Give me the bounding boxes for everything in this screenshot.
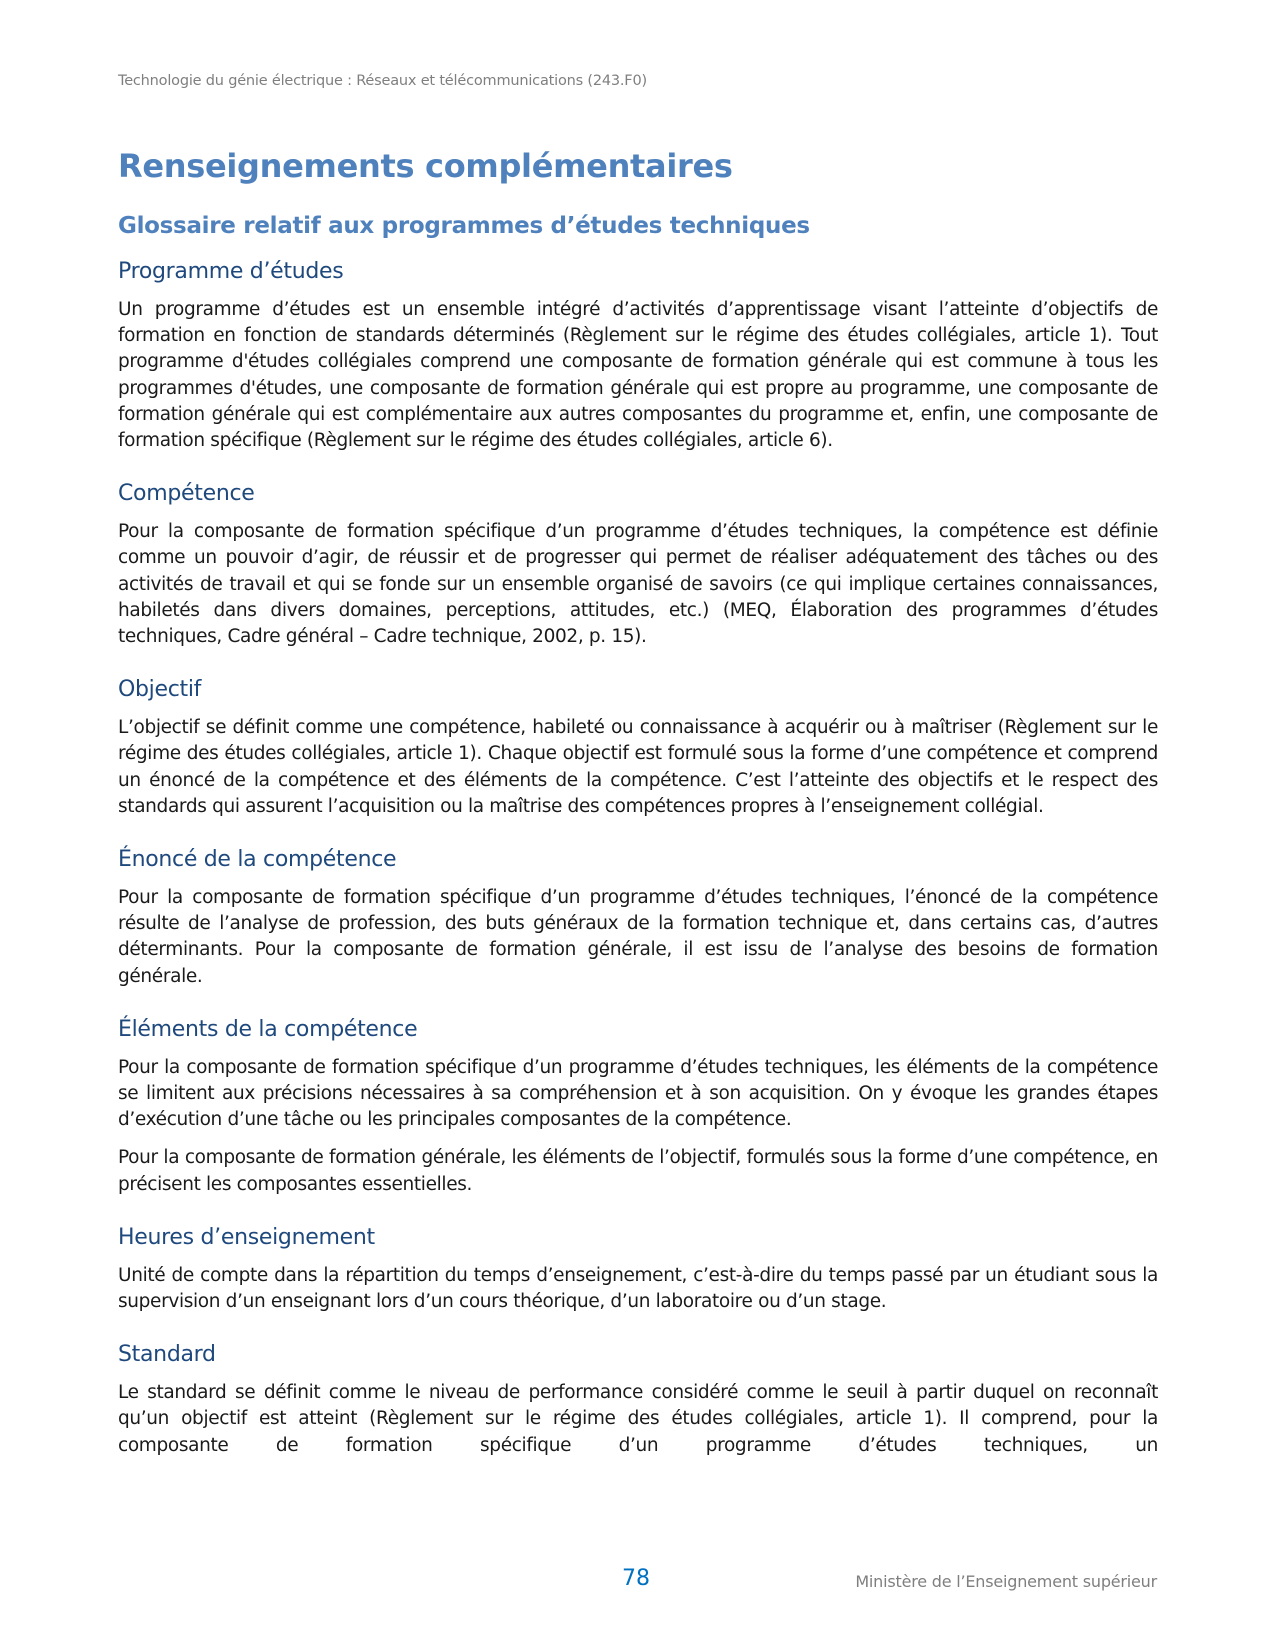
term-heading: Éléments de la compétence [118, 1016, 418, 1042]
definition-paragraph: Pour la composante de formation générale, les éléments de l’objectif, formulés sous la forme d’une compétence, en précisent les composantes essentielles. [118, 1147, 1158, 1195]
definition-paragraph: L’objectif se définit comme une compétence, habileté ou connaissance à acquérir ou à maîtriser (Règlement sur le régime des études collégiales, article 1). Chaque objectif est formulé sous la forme d’une compétence et comprend un énoncé de la compétence et des éléments de la compétence. C’est l’atteinte des objectifs et le respect des standards qui assurent l’acquisition ou la maîtrise des compétences propres à l’enseignement collégial. [118, 717, 1158, 817]
glossary-entry-objectif [118, 672, 1158, 820]
glossary-entry-enonce [118, 842, 1158, 990]
definition-paragraph: Pour la composante de formation spécifique d’un programme d’études techniques, les éléments de la compétence se limitent aux précisions nécessaires à sa compréhension et à son acquisition. On y évoque les grandes étapes d’exécution d’une tâche ou les principales composantes de la compétence. [118, 1056, 1158, 1131]
page-title: Renseignements complémentaires [118, 147, 733, 185]
definition-paragraph: Pour la composante de formation spécifique d’un programme d’études techniques, l’énoncé de la compétence résulte de l’analyse de profession, des buts généraux de la formation technique et, dans certains cas, d’autres déterminants. Pour la composante de formation générale, il est issu de l’analyse des besoins de formation générale. [118, 887, 1158, 987]
definition-paragraph: Un programme d’études est un ensemble intégré d’activités d’apprentissage visant l’atteinte d’objectifs de formation en fonction de standards déterminés (Règlement sur le régime des études collégiales, article 1). Tout programme d'études collégiales comprend une composante de formation générale qui est commune à tous les programmes d'études, une composante de formation générale qui est propre au programme, une composante de formation générale qui est complémentaire aux autres composantes du programme et, enfin, une composante de formation spécifique (Règlement sur le régime des études collégiales, article 6). [118, 299, 1158, 452]
definition-paragraph: Pour la composante de formation spécifique d’un programme d’études techniques, la compétence est définie comme un pouvoir d’agir, de réussir et de progresser qui permet de réaliser adéquatement des tâches ou des activités de travail et qui se fonde sur un ensemble organisé de savoirs (ce qui implique certaines connaissances, habiletés dans divers domaines, perceptions, attitudes, etc.) (MEQ, Élaboration des programmes d’études techniques, Cadre général – Cadre technique, 2002, p. 15). [118, 521, 1158, 648]
glossary-entry-programme [118, 254, 1158, 454]
term-heading: Standard [118, 1342, 216, 1368]
page-number: 78 [622, 1566, 650, 1591]
glossary-content [118, 254, 1158, 1481]
term-heading: Compétence [118, 481, 255, 507]
glossary-entry-elements [118, 1012, 1158, 1198]
glossary-entry-competence [118, 476, 1158, 650]
term-heading: Objectif [118, 677, 202, 703]
running-header: Technologie du génie électrique : Réseaux et télécommunications (243.F0) [118, 73, 647, 89]
definition-paragraph: Le standard se définit comme le niveau de performance considéré comme le seuil à partir duquel on reconnaît qu’un objectif est atteint (Règlement sur le régime des études collégiales, article 1). Il comprend, pour la composante de formation spécifique d’un programme d’études techniques, un [118, 1382, 1158, 1456]
glossary-entry-standard [118, 1337, 1158, 1459]
term-heading: Énoncé de la compétence [118, 847, 397, 873]
glossary-entry-heures [118, 1220, 1158, 1315]
footer-organization: Ministère de l’Enseignement supérieur [855, 1572, 1157, 1591]
term-heading: Heures d’enseignement [118, 1224, 375, 1250]
glossary-heading: Glossaire relatif aux programmes d’études techniques [118, 213, 810, 239]
definition-paragraph: Unité de compte dans la répartition du temps d’enseignement, c’est-à-dire du temps passé par un étudiant sous la supervision d’un enseignant lors d’un cours théorique, d’un laboratoire ou d’un stage. [118, 1264, 1158, 1313]
term-heading: Programme d’études [118, 259, 344, 284]
